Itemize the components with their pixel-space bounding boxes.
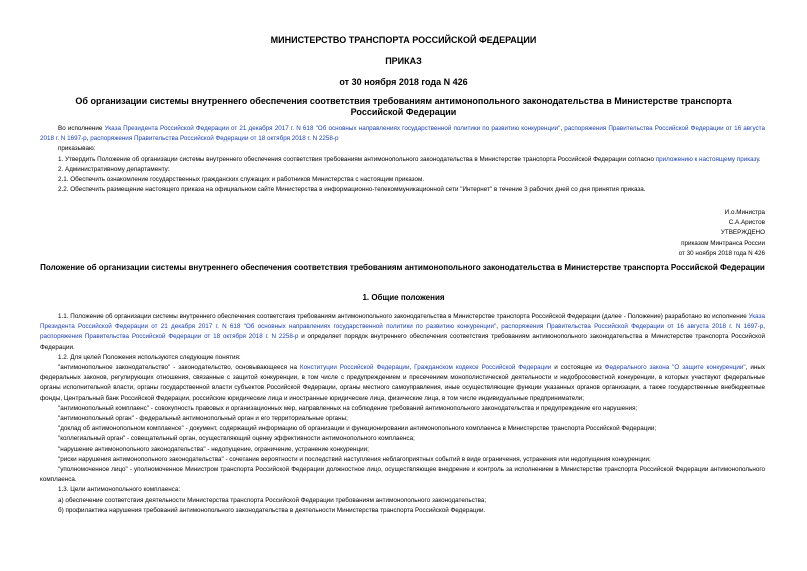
- paragraph-1-2: 1.2. Для целей Положения используются следующие понятия:: [58, 353, 241, 361]
- link-government-order-1697[interactable]: распоряжения Правительства Российской Федерации от 16 августа 2018 г. N 1697-р: [501, 323, 764, 331]
- link-competition-law[interactable]: Федерального закона "О защите конкуренции": [604, 364, 746, 372]
- definition-collegial-body: "коллегиальный орган" - совещательный орган, осуществляющий оценку эффективности антимонопольного комплаенса;: [58, 435, 415, 443]
- definition-compliance: "антимонопольный комплаенс" - совокупность правовых и организационных мер, направленных на соблюдение требований антимонопольного законодательства и предупреждение его нарушения;: [58, 404, 638, 412]
- link-constitution[interactable]: Конституции Российской Федерации: [299, 364, 410, 372]
- preamble-paragraph: [40, 124, 765, 144]
- link-civil-code[interactable]: Гражданском кодексе Российской Федерации: [414, 364, 552, 372]
- regulation-title: Положение об организации системы внутреннего обеспечения соответствия требованиям антимонопольного законодательства в Министерстве транспорта Российской Федерации: [40, 263, 765, 272]
- order-item-1-text: 1. Утвердить Положение об организации системы внутреннего обеспечения соответствия требованиям антимонопольного законодательства в Министерстве транспорта Российской Федерации согласно: [58, 155, 656, 163]
- paragraph-1-1: [40, 312, 765, 353]
- approved-by-order: приказом Минтранса России: [681, 239, 765, 247]
- signature-name: С.А.Аристов: [728, 219, 765, 227]
- definition-violation: "нарушение антимонопольного законодательства" - недопущение, ограничение, устранение конкуренции;: [58, 445, 369, 453]
- signature-position: И.о.Министра: [724, 209, 765, 216]
- link-appendix[interactable]: приложению к настоящему приказу: [655, 155, 759, 163]
- link-presidential-decree[interactable]: Указа Президента Российской Федерации от 21 декабря 2017 г. N 618 "Об основных направлениях государственной политики по развитию конкуренции": [40, 313, 765, 331]
- order-word: приказываю:: [58, 145, 96, 153]
- separator: ,: [86, 135, 91, 143]
- definition-1-mid: и состоящее из: [551, 364, 605, 372]
- separator: ,: [409, 364, 415, 372]
- order-body: [40, 124, 765, 195]
- paragraph-1-1-lead: 1.1. Положение об организации системы внутреннего обеспечения соответствия требованиям антимонопольного законодательства в Министерстве транспорта Российской Федерации (далее - Положение) разработано во исполнение: [58, 313, 749, 320]
- definition-1-tail: , иных федеральных законов, регулирующих отношения, связанные с защитой конкуренции, в том числе с предупреждением и пресечением монополистической деятельности и недобросовестной конкуренции, в которых участвуют федеральные органы исполнительной власти, органы государственной власти субъектов Российской Федерации, органы местного самоуправления, иные осуществляющие функции указанных органов организации, а также государственные внебюджетные фонды, Центральный банк Российской Федерации, российские юридические лица и иностранные юридические лица, физические лица, в том числе индивидуальные предприниматели;: [40, 364, 765, 402]
- doc-date-number: от 30 ноября 2018 года N 426: [339, 77, 468, 87]
- link-government-order-1697[interactable]: распоряжения Правительства Российской Федерации от 16 августа 2018 г. N 1697-р: [40, 125, 765, 143]
- doc-type-heading: ПРИКАЗ: [385, 56, 422, 66]
- link-government-order-2258[interactable]: распоряжения Правительства Российской Федерации от 18 октября 2018 г. N 2258-р: [90, 135, 339, 143]
- paragraph-1-3: 1.3. Цели антимонопольного комплаенса:: [58, 486, 181, 494]
- goal-b: б) профилактика нарушения требований антимонопольного законодательства в деятельности Министерства транспорта Российской Федерации.: [58, 506, 486, 514]
- regulation-body: [40, 312, 765, 516]
- approved-label: УТВЕРЖДЕНО: [720, 229, 765, 237]
- separator: ,: [560, 125, 565, 132]
- definition-risks: "риски нарушения антимонопольного законодательства" - сочетание вероятности и последствий наступления неблагоприятных событий в виде ограничения, устранения или недопущения конкуренции;: [58, 455, 651, 463]
- link-government-order-2258[interactable]: распоряжения Правительства Российской Федерации от 18 октября 2018 г. N 2258-р: [40, 333, 299, 341]
- doc-title: Об организации системы внутреннего обеспечения соответствия требованиям антимонопольного законодательства в Министерстве транспорта Российской Федерации: [75, 96, 732, 117]
- paragraph-1-1-tail: и определяет порядок внутреннего обеспечения соответствия требованиям антимонопольного законодательства в Министерстве транспорта Российской Федерации.: [40, 333, 766, 351]
- order-item-2-2: 2.2. Обеспечить размещение настоящего приказа на официальном сайте Министерства в информационно-телекоммуникационной сети "Интернет" в течение 3 рабочих дней со дня принятия приказа.: [58, 186, 646, 194]
- goal-a: а) обеспечение соответствия деятельности Министерства транспорта Российской Федерации требованиям антимонопольного законодательства;: [58, 496, 487, 504]
- separator: ,: [496, 323, 502, 331]
- section-1-heading: 1. Общие положения: [362, 293, 445, 302]
- definition-1-lead: "антимонопольное законодательство" - законодательство, основывающееся на: [58, 364, 300, 372]
- signature-block: [679, 208, 765, 259]
- definition-authorized-person: "уполномоченное лицо" - уполномоченное Министром транспорта Российской Федерации должностное лицо, осуществляющее внедрение и контроль за исполнением в Министерстве транспорта Российской Федерации антимонопольного комплаенса.: [40, 466, 765, 484]
- approved-date: от 30 ноября 2018 года N 426: [678, 249, 765, 257]
- preamble-lead: Во исполнение: [58, 125, 105, 132]
- order-item-2: 2. Административному департаменту:: [58, 165, 170, 173]
- order-item-2-1: 2.1. Обеспечить ознакомление государственных гражданских служащих и работников Министерства с настоящим приказом.: [58, 176, 425, 184]
- ministry-heading: МИНИСТЕРСТВО ТРАНСПОРТА РОССИЙСКОЙ ФЕДЕРАЦИИ: [270, 35, 537, 45]
- link-presidential-decree[interactable]: Указа Президента Российской Федерации от 21 декабря 2017 г. N 618 "Об основных направлениях государственной политики по развитию конкуренции": [104, 125, 561, 132]
- separator: ,: [763, 323, 765, 331]
- definition-antimonopoly-law: [40, 363, 765, 404]
- definition-compliance-report: "доклад об антимонопольном комплаенсе" - документ, содержащий информацию об организации и функционировании антимонопольного комплаенса в Министерстве транспорта Российской Федерации;: [58, 425, 657, 433]
- order-item-1-end: .: [758, 155, 761, 163]
- order-item-1: [40, 155, 765, 165]
- definition-antimonopoly-body: "антимонопольный орган" - федеральный антимонопольный орган и его территориальные органы;: [58, 415, 348, 423]
